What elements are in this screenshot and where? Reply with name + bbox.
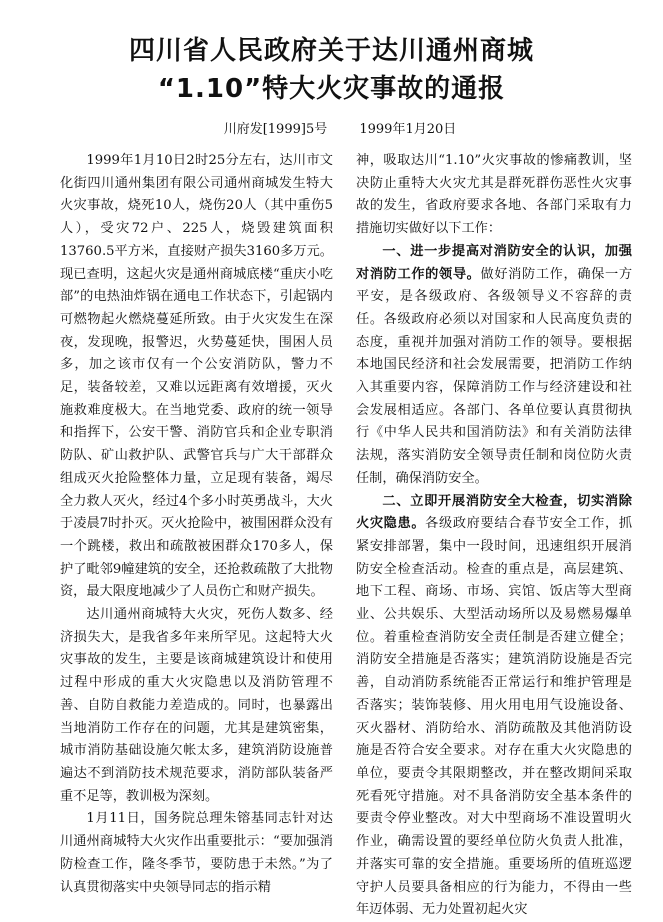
left-column [60, 150, 333, 899]
paragraph-causes: 达川通州商城特大火灾，死伤人数多、经济损失大，是我省多年来所罕见。这起特大火灾事故的发生，主要是该商城建筑设计和使用过程中形成的重大火灾隐患以及消防管理不善、自防自救能力差造成的。同时，也暴露出当地消防工作存在的问题，尤其是建筑密集，城市消防基础设施欠帐太多，建筑消防设施普遍达不到消防技术规范要求，消防部队装备严重不足等，教训极为深刻。 [60, 607, 333, 804]
title-line-2: “1.10”特大火灾事故的通报 [157, 74, 506, 104]
section-1-heading: 一、进一步提高对消防安全的认识，加强对消防工作的领导。 [356, 243, 632, 282]
right-column [356, 150, 632, 922]
section-2-body: 各级政府要结合春节安全工作，抓紧安排部署，集中一段时间，迅速组织开展消防安全检查活动。检查的重点是，高层建筑、地下工程、商场、市场、宾馆、饭店等大型商业、公共娱乐、大型活动场所以及易燃易爆单位。着重检查消防安全责任制是否建立健全；消防安全措施是否落实；建筑消防设施是否完善，自动消防系统能否正常运行和维护管理是否落实；装饰装修、用火用电用气设施设备、灭火器材、消防给水、消防疏散及其他消防设施是否符合安全要求。对存在重大火灾隐患的单位，要责令其限期整改，并在整改期间采取死看死守措施。对不具备消防安全基本条件的要责令停业整改。对大中型商场不准设置明火作业，确需设置的要经单位防火负责人批准，并落实可靠的安全措施。重要场所的值班巡逻守护人员要具备相应的行为能力，不得由一些年迈体弱、无力处置初起火灾 [356, 516, 633, 918]
section-2-heading: 二、立即开展消防安全大检查，切实消除火灾隐患。 [356, 493, 632, 532]
section-1-body: 做好消防工作，确保一方平安，是各级政府、各级领导义不容辞的责任。各级政府必须以对国家和人民高度负责的态度，重视并加强对消防工作的领导。要根据本地国民经济和社会发展需要，把消防工作纳入其重要内容，保障消防工作与经济建设和社会发展相适应。各部门、各单位要认真贯彻执行《中华人民共和国消防法》和有关消防法律法规，落实消防安全领导责任制和岗位防火责任制，确保消防安全。 [356, 266, 633, 486]
paragraph-incident: 1999年1月10日2时25分左右，达川市文化街四川通州集团有限公司通州商城发生特大火灾事故，烧死10人，烧伤20人（其中重伤5人），受灾72户、225人，烧毁建筑面积13760.5平方米，直接财产损失3160多万元。现已查明，这起火灾是通州商城底楼“重庆小吃部”的电热油炸锅在通电工作状态下，引起锅内可燃物起火燃烧蔓延所致。由于火灾发生在深夜，发现晚，报警迟，火势蔓延快，围困人员多，加之该市仅有一个公安消防队，警力不足，装备较差，又难以远距离有效增援，灭火施救难度极大。在当地党委、政府的统一领导和指挥下，公安干警、消防官兵和企业专职消防队、矿山救护队、武警官兵与广大干部群众组成灭火抢险整体力量，立足现有装备，竭尽全力救人灭火，经过4个多小时英勇战斗，大火于凌晨7时扑灭。灭火抢险中，被围困群众没有一个跳楼，救出和疏散被困群众170多人，保护了毗邻9幢建筑的安全，还抢救疏散了大批物资，最大限度地减少了人员伤亡和财产损失。 [60, 153, 333, 600]
section-1 [356, 241, 632, 491]
paragraph-continuation: 神，吸取达川“1.10”火灾事故的惨痛教训，坚决防止重特大火灾尤其是群死群伤恶性火灾事故的发生，省政府要求各地、各部门采取有力措施切实做好以下工作： [356, 153, 632, 237]
paragraph-instruction: 1月11日，国务院总理朱镕基同志针对达川通州商城特大火灾作出重要批示：“要加强消防检查工作，隆冬季节，要防患于未然。”为了认真贯彻落实中央领导同志的指示精 [60, 811, 333, 895]
document-number: 川府发[1999]5号 [223, 122, 328, 137]
document-title [0, 32, 663, 108]
document-date: 1999年1月20日 [359, 122, 457, 137]
section-2 [356, 491, 632, 922]
document-reference [150, 118, 530, 137]
title-line-1: 四川省人民政府关于达川通州商城 [128, 36, 534, 66]
